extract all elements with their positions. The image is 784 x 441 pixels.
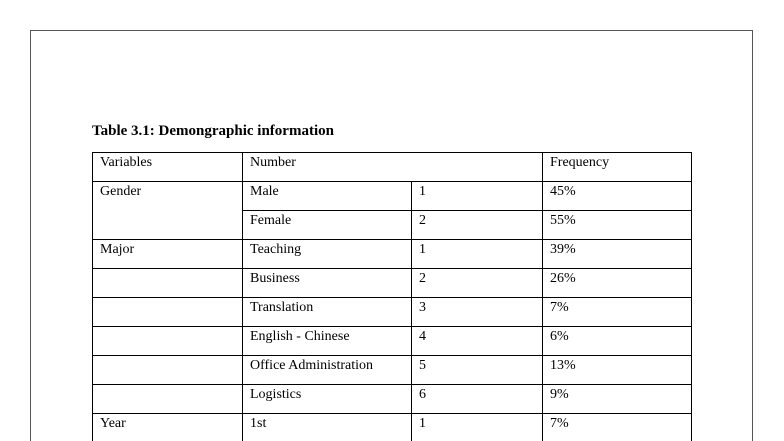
cell-code: 3 [412,298,543,327]
cell-code: 1 [412,182,543,211]
cell-variable [93,298,243,327]
table-header-row [93,153,692,182]
cell-code: 5 [412,356,543,385]
cell-variable [93,327,243,356]
table-row [93,356,692,385]
cell-item: 1st [243,414,412,441]
cell-variable [93,385,243,414]
table-row [93,385,692,414]
cell-frequency: 13% [543,356,692,385]
table-caption: Table 3.1: Demongraphic information [92,123,334,139]
cell-frequency: 6% [543,327,692,356]
header-number: Number [243,153,543,182]
cell-variable: Major [93,240,243,269]
header-variables: Variables [93,153,243,182]
cell-code: 2 [412,211,543,240]
cell-item: Office Administration [243,356,412,385]
cell-item: English - Chinese [243,327,412,356]
table-row [93,327,692,356]
cell-item: Teaching [243,240,412,269]
cell-frequency: 39% [543,240,692,269]
table-row [93,182,692,211]
cell-code: 2 [412,269,543,298]
cell-frequency: 26% [543,269,692,298]
cell-item: Translation [243,298,412,327]
cell-frequency: 9% [543,385,692,414]
cell-variable: Gender [93,182,243,240]
cell-frequency: 7% [543,298,692,327]
table-row [93,240,692,269]
cell-frequency: 55% [543,211,692,240]
cell-item: Logistics [243,385,412,414]
cell-code: 6 [412,385,543,414]
cell-code: 4 [412,327,543,356]
header-frequency: Frequency [543,153,692,182]
cell-frequency: 7% [543,414,692,441]
cell-frequency: 45% [543,182,692,211]
cell-code: 1 [412,240,543,269]
cell-variable [93,356,243,385]
cell-variable: Year [93,414,243,441]
cell-code: 1 [412,414,543,441]
demographic-table [92,152,692,441]
cell-item: Male [243,182,412,211]
table-row [93,269,692,298]
table-row [93,298,692,327]
cell-item: Business [243,269,412,298]
cell-item: Female [243,211,412,240]
table-row [93,414,692,441]
cell-variable [93,269,243,298]
